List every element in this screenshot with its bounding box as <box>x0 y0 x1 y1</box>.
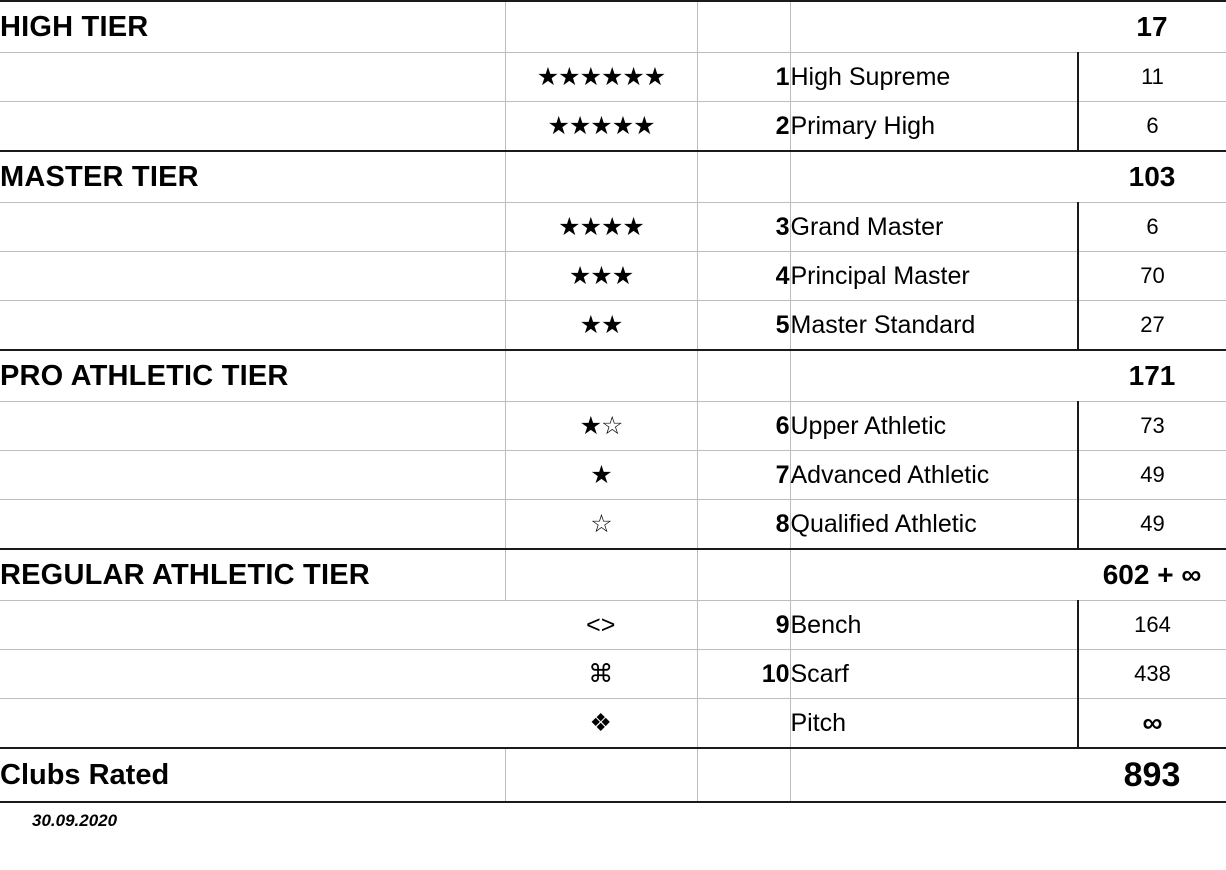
table-row <box>0 102 1226 152</box>
rank-count: 11 <box>1078 53 1226 102</box>
rank-number: 1 <box>697 53 790 102</box>
rank-count: 27 <box>1078 301 1226 351</box>
tier-symbol-cell <box>505 350 697 402</box>
tier-count: 602 + ∞ <box>1078 549 1226 601</box>
row-spacer <box>0 699 505 749</box>
tier-symbol-cell <box>505 1 697 53</box>
table-row <box>0 451 1226 500</box>
rank-name: Principal Master <box>790 252 1078 301</box>
table-row <box>0 500 1226 550</box>
rank-name: Advanced Athletic <box>790 451 1078 500</box>
tier-rank-cell <box>697 350 790 402</box>
row-spacer <box>0 203 505 252</box>
footer-date: 30.09.2020 <box>32 811 118 830</box>
row-spacer <box>0 301 505 351</box>
table-row <box>0 601 1226 650</box>
tier-rank-cell <box>697 151 790 203</box>
tier-rank-cell <box>697 549 790 601</box>
rank-name: High Supreme <box>790 53 1078 102</box>
table-row <box>0 301 1226 351</box>
tier-symbol-cell <box>505 549 697 601</box>
rank-number: 8 <box>697 500 790 550</box>
rank-number: 7 <box>697 451 790 500</box>
rank-stars: ★★★★★ <box>505 102 697 152</box>
table-row <box>0 53 1226 102</box>
rank-count: ∞ <box>1078 699 1226 749</box>
table-row <box>0 402 1226 451</box>
row-spacer <box>0 53 505 102</box>
row-spacer <box>0 650 505 699</box>
summary-label: Clubs Rated <box>0 748 505 802</box>
tier-header-row <box>0 350 1226 402</box>
rank-count: 6 <box>1078 102 1226 152</box>
table-row <box>0 650 1226 699</box>
rank-name: Bench <box>790 601 1078 650</box>
table-body <box>0 1 1226 802</box>
tier-name-cell <box>790 549 1078 601</box>
rank-count: 49 <box>1078 500 1226 550</box>
rank-name: Primary High <box>790 102 1078 152</box>
diamond-bracket-icon: <> <box>505 601 697 650</box>
table-row <box>0 699 1226 749</box>
rank-number: 3 <box>697 203 790 252</box>
rank-number: 5 <box>697 301 790 351</box>
summary-symbol-cell <box>505 748 697 802</box>
tier-count: 17 <box>1078 1 1226 53</box>
rank-name: Qualified Athletic <box>790 500 1078 550</box>
tier-count: 171 <box>1078 350 1226 402</box>
table-row <box>0 203 1226 252</box>
rank-number: 2 <box>697 102 790 152</box>
row-spacer <box>0 601 505 650</box>
rank-count: 438 <box>1078 650 1226 699</box>
summary-value: 893 <box>1078 748 1226 802</box>
tier-rank-cell <box>697 1 790 53</box>
tier-count: 103 <box>1078 151 1226 203</box>
tier-label: MASTER TIER <box>0 151 505 203</box>
rank-count: 73 <box>1078 402 1226 451</box>
rank-name: Upper Athletic <box>790 402 1078 451</box>
rank-count: 70 <box>1078 252 1226 301</box>
rank-stars: ★☆ <box>505 402 697 451</box>
row-spacer <box>0 402 505 451</box>
row-spacer <box>0 252 505 301</box>
row-spacer <box>0 500 505 550</box>
rank-name: Pitch <box>790 699 1078 749</box>
row-spacer <box>0 451 505 500</box>
tier-name-cell <box>790 1 1078 53</box>
rank-stars: ☆ <box>505 500 697 550</box>
tier-header-row <box>0 1 1226 53</box>
summary-rank-cell <box>697 748 790 802</box>
summary-row <box>0 748 1226 802</box>
rank-stars: ★★★★ <box>505 203 697 252</box>
rank-number: 9 <box>697 601 790 650</box>
tier-label: PRO ATHLETIC TIER <box>0 350 505 402</box>
rank-count: 164 <box>1078 601 1226 650</box>
rank-name: Grand Master <box>790 203 1078 252</box>
rank-stars: ★★★★★★ <box>505 53 697 102</box>
tier-label: HIGH TIER <box>0 1 505 53</box>
rank-count: 49 <box>1078 451 1226 500</box>
rank-number: 4 <box>697 252 790 301</box>
tier-name-cell <box>790 151 1078 203</box>
rank-name: Scarf <box>790 650 1078 699</box>
tier-header-row <box>0 151 1226 203</box>
four-diamonds-icon: ❖ <box>505 699 697 749</box>
summary-name-cell <box>790 748 1078 802</box>
command-icon: ⌘ <box>505 650 697 699</box>
tier-label: REGULAR ATHLETIC TIER <box>0 549 505 601</box>
rank-number: 10 <box>697 650 790 699</box>
tier-name-cell <box>790 350 1078 402</box>
rank-count: 6 <box>1078 203 1226 252</box>
rank-stars: ★ <box>505 451 697 500</box>
rank-stars: ★★ <box>505 301 697 351</box>
table-row <box>0 252 1226 301</box>
rank-number: 6 <box>697 402 790 451</box>
row-spacer <box>0 102 505 152</box>
rank-stars: ★★★ <box>505 252 697 301</box>
rank-number <box>697 699 790 749</box>
rank-name: Master Standard <box>790 301 1078 351</box>
tier-header-row <box>0 549 1226 601</box>
tier-symbol-cell <box>505 151 697 203</box>
